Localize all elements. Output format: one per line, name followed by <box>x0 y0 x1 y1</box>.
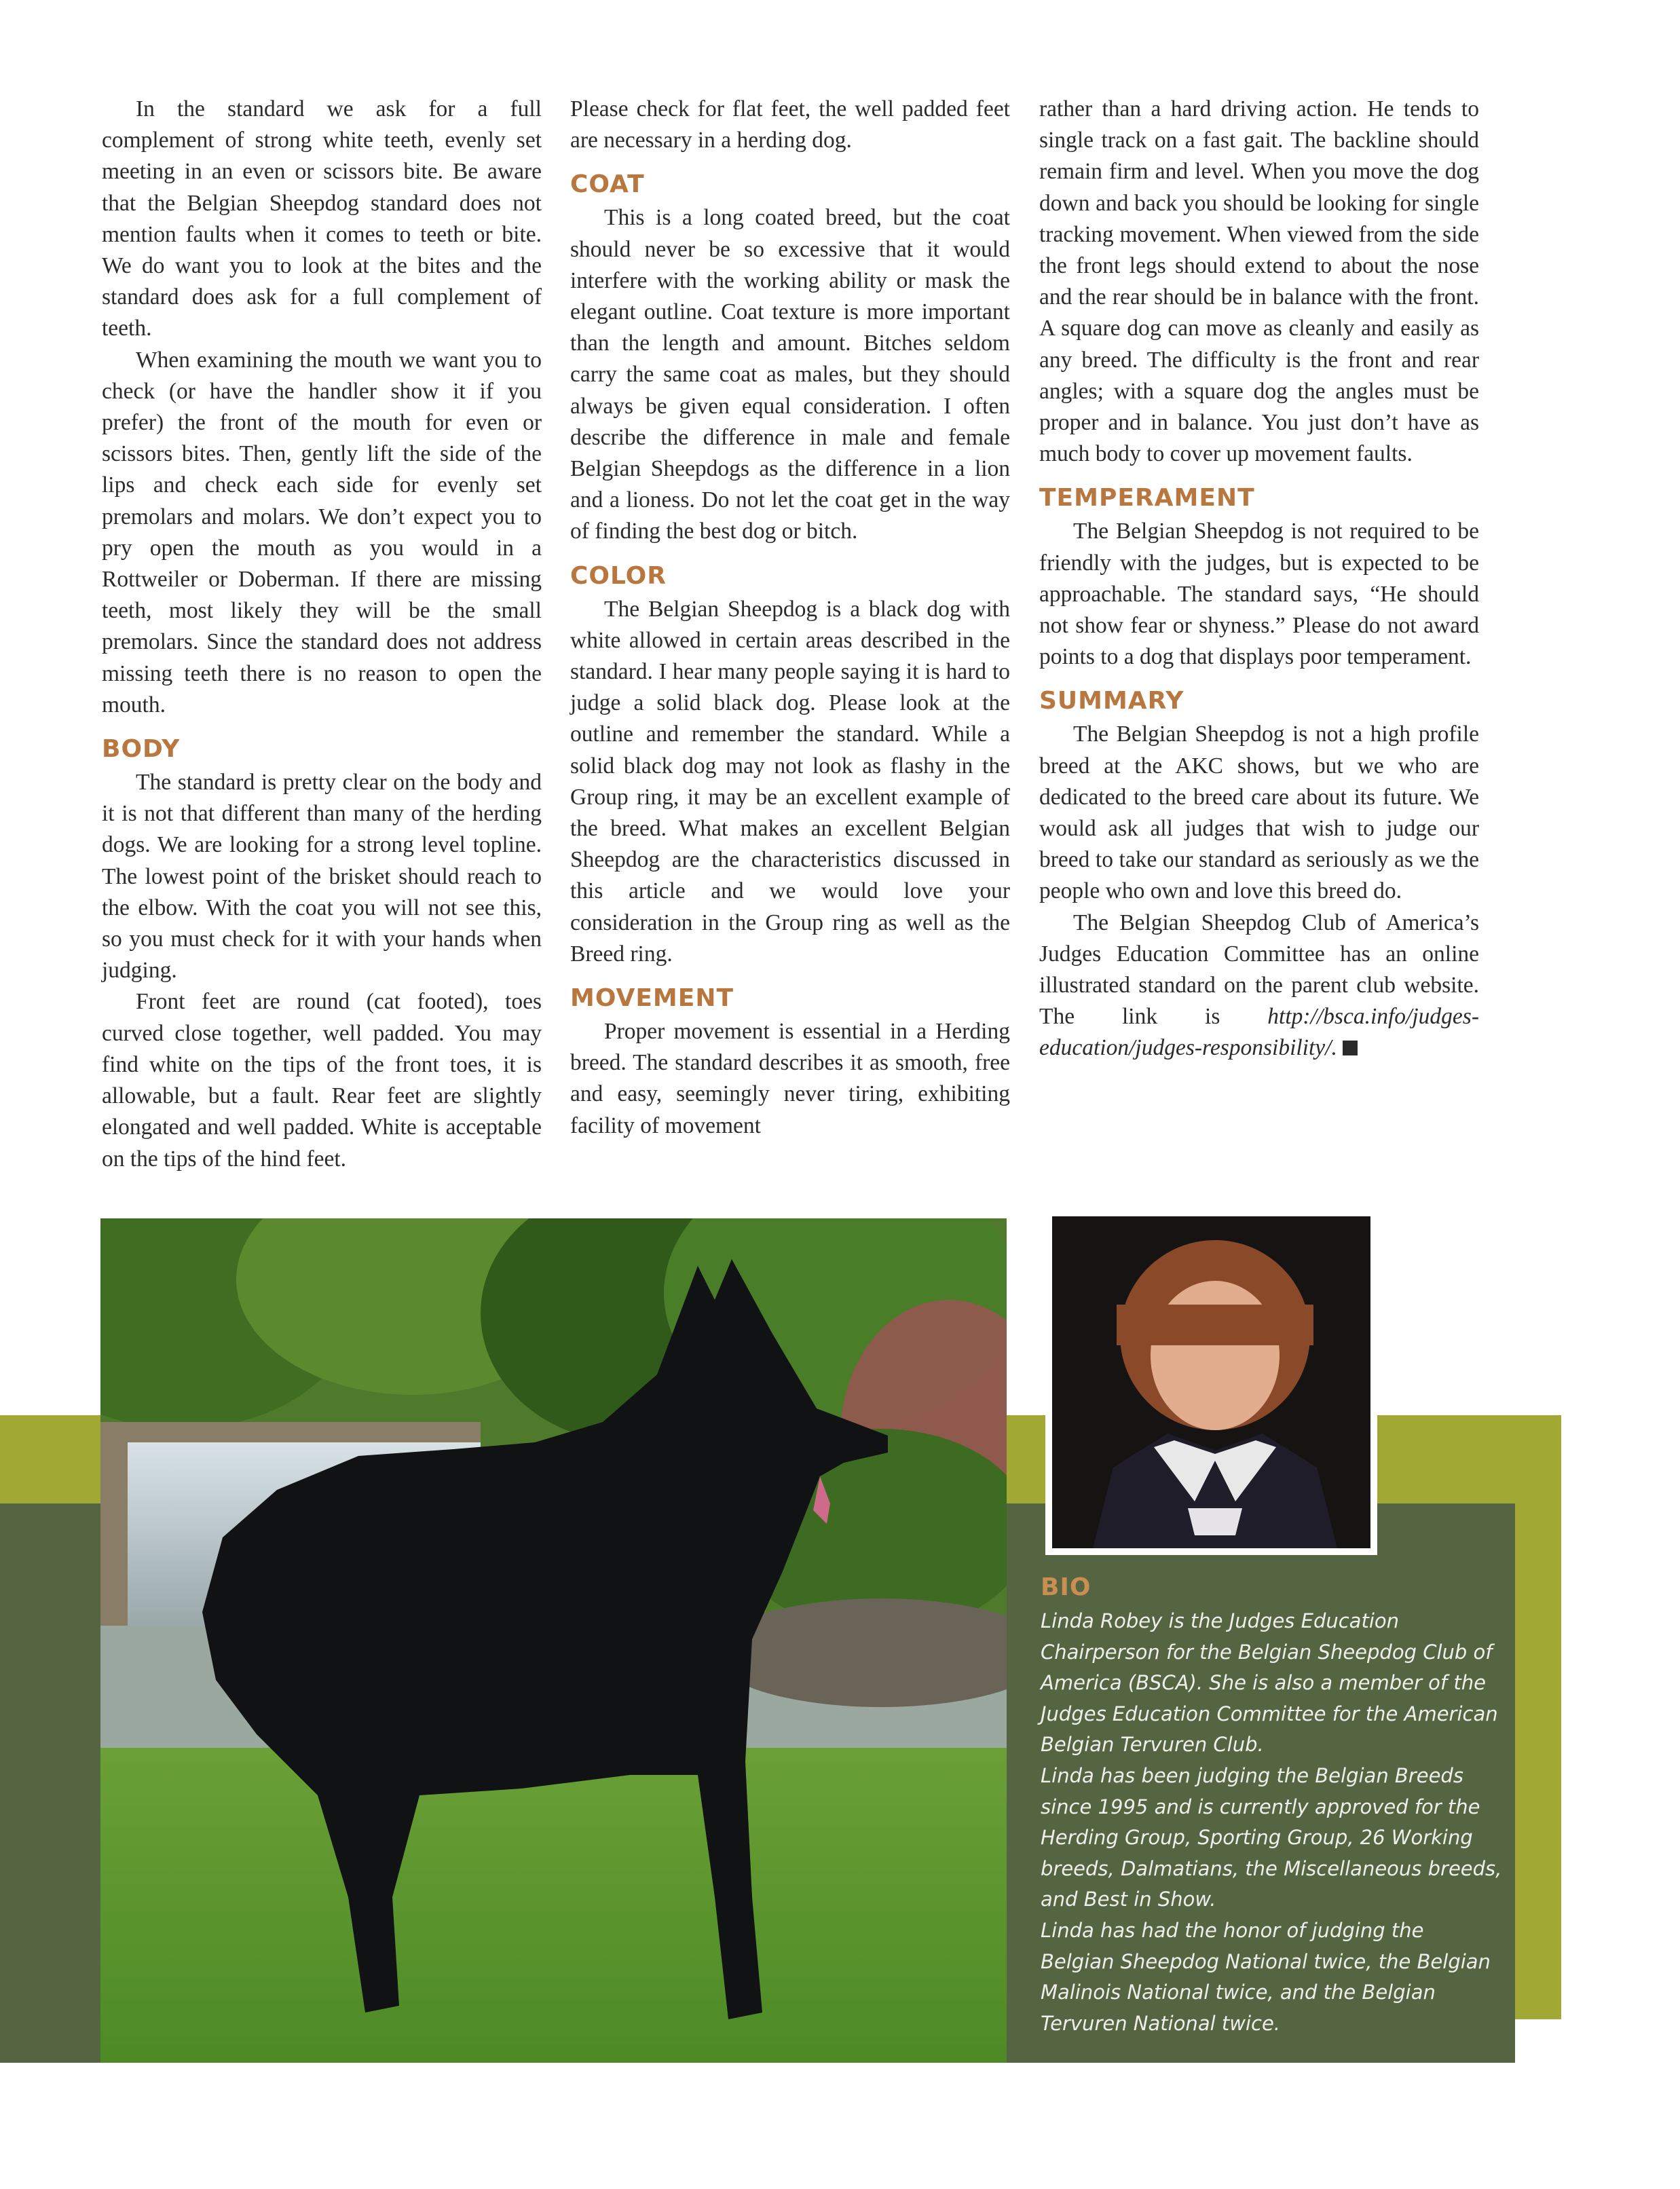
section-heading-coat: COAT <box>570 170 645 199</box>
end-mark-icon <box>1343 1041 1358 1055</box>
paragraph: Front feet are round (cat footed), toes curved close together, well padded. You may find white on the tips of the front toes, it is allowable, but a fault. Rear feet are slightly elongated and well padded. White is acceptable on the tips of the hind feet. <box>102 989 542 1172</box>
section-heading-color: COLOR <box>570 561 667 590</box>
paragraph: The Belgian Sheepdog is not required to be friendly with the judges, but is expected to be approachable. The standard says, “He should not show fear or shyness.” Please do not award points to a dog that displays poor temperament. <box>1039 519 1479 670</box>
section-heading-movement: MOVEMENT <box>570 984 734 1013</box>
bio-paragraph: Linda Robey is the Judges Education Chairperson for the Belgian Sheepdog Club of America (BSCA). She is also a member of the Judges Education Committee for the American Belgian Tervuren Club. <box>1041 1609 1498 1757</box>
paragraph: Proper movement is essential in a Herding breed. The standard describes it as smooth, free and easy, seemingly never tiring, exhibiting facility of movement <box>570 1019 1010 1138</box>
link-intro-text: The Belgian Sheepdog Club of America’s Judges Education Committee has an online illustrated standard on the parent club website. The link is <box>1039 910 1479 1030</box>
paragraph: The standard is pretty clear on the body and it is not that different than many of the herding dogs. We are looking for a strong level topline. The lowest point of the brisket should reach to the elbow. With the coat you will not see this, so you must check for it with your hands when judging. <box>102 770 542 984</box>
section-heading-body: BODY <box>102 735 181 764</box>
bio-paragraph: Linda has been judging the Belgian Breeds since 1995 and is currently approved for the Herding Group, Sporting Group, 26 Working breeds, Dalmatians, the Miscellaneous breeds, and Best in Show. <box>1041 1763 1502 1911</box>
paragraph: The Belgian Sheepdog is a black dog with white allowed in certain areas described in the standard. I hear many people saying it is hard to judge a solid black dog. Please look at the outline and remember the standard. While a solid black dog may not look as flashy in the Group ring, it may be an excellent example of the breed. What makes an excellent Belgian Sheepdog are the characteristics discussed in this article and we would love your consideration in the Group ring as well as the Breed ring. <box>570 596 1010 967</box>
belgian-sheepdog-photo <box>100 1218 1007 2063</box>
section-heading-temperament: TEMPERAMENT <box>1039 484 1255 512</box>
paragraph: The Belgian Sheepdog is not a high profile breed at the AKC shows, but we who are dedicated to the breed care about its future. We would ask all judges that wish to judge our breed to take our standard as seriously as we the people who own and love this breed do. <box>1039 722 1479 904</box>
article-column-2 <box>570 94 1010 1142</box>
bio-paragraph: Linda has had the honor of judging the Belgian Sheepdog National twice, the Belgian Malinois National twice, and the Belgian Tervuren National twice. <box>1041 1918 1491 2035</box>
bio-text <box>1041 1606 1502 2039</box>
club-website-link[interactable]: http://bsca.info/judges-education/judges-responsibility/. <box>1039 1004 1479 1061</box>
bio-heading: BIO <box>1041 1573 1091 1601</box>
author-portrait-photo <box>1045 1210 1377 1555</box>
paragraph: rather than a hard driving action. He tends to single track on a fast gait. The backline should remain firm and level. When you move the dog down and back you should be looking for single tracking movement. When viewed from the side the front legs should extend to about the nose and the rear should be in balance with the front. A square dog can move as cleanly and easily as any breed. The difficulty is the front and rear angles; with a square dog the angles must be proper and in balance. You just don’t have as much body to cover up movement faults. <box>1039 96 1479 467</box>
article-column-1 <box>102 94 542 1175</box>
paragraph: When examining the mouth we want you to check (or have the handler show it if you prefer) the front of the mouth for even or scissors bites. Then, gently lift the side of the lips and check each side for evenly set premolars and molars. We don’t expect you to pry open the mouth as you would in a Rottweiler or Doberman. If there are missing teeth, most likely they will be the small premolars. Since the standard does not address missing teeth there is no reason to open the mouth. <box>102 347 542 717</box>
paragraph: This is a long coated breed, but the coat should never be so excessive that it would interfere with the working ability or mask the elegant outline. Coat texture is more important than the length and amount. Bitches seldom carry the same coat as males, but they should always be given equal consideration. I often describe the difference in male and female Belgian Sheepdogs as the difference in a lion and a lioness. Do not let the coat get in the way of finding the best dog or bitch. <box>570 205 1010 544</box>
article-column-3 <box>1039 94 1479 1064</box>
section-heading-summary: SUMMARY <box>1039 687 1184 715</box>
paragraph: Please check for flat feet, the well padded feet are necessary in a herding dog. <box>570 96 1010 153</box>
paragraph-link <box>1039 908 1479 1064</box>
paragraph: In the standard we ask for a full complement of strong white teeth, evenly set meeting in an even or scissors bite. Be aware that the Belgian Sheepdog standard does not mention faults when it comes to teeth or bite. We do want you to look at the bites and the standard does ask for a full complement of teeth. <box>102 96 542 341</box>
